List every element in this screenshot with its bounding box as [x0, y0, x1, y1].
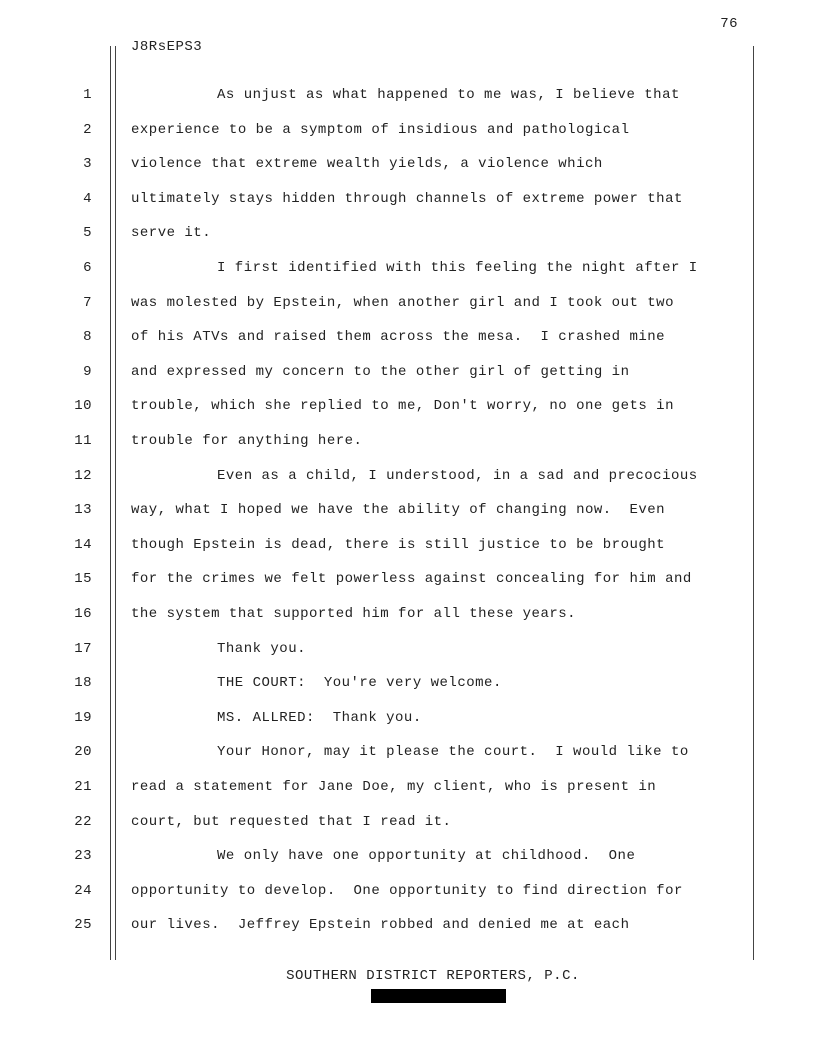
case-code: J8RsEPS3 — [131, 39, 203, 55]
line-text: ultimately stays hidden through channels of extreme power that — [131, 190, 683, 207]
line-text: our lives. Jeffrey Epstein robbed and denied me at each — [131, 917, 630, 934]
line-number: 9 — [83, 363, 92, 380]
redaction-bar — [371, 989, 506, 1003]
line-number: 22 — [74, 813, 92, 830]
transcript-line — [0, 812, 816, 832]
transcript-line — [0, 431, 816, 451]
transcript-line — [0, 189, 816, 209]
transcript-line — [0, 673, 816, 693]
line-text: for the crimes we felt powerless against concealing for him and — [131, 571, 692, 588]
transcript-line — [0, 777, 816, 797]
line-text: MS. ALLRED: Thank you. — [217, 709, 422, 726]
transcript-line — [0, 881, 816, 901]
transcript-line — [0, 85, 816, 105]
line-number: 7 — [83, 294, 92, 311]
line-text: THE COURT: You're very welcome. — [217, 675, 502, 692]
line-text: trouble for anything here. — [131, 433, 363, 449]
line-number: 18 — [74, 675, 92, 692]
transcript-line — [0, 327, 816, 347]
line-number: 8 — [83, 329, 92, 346]
transcript-line — [0, 223, 816, 243]
line-number: 3 — [83, 156, 92, 173]
transcript-line — [0, 466, 816, 486]
line-text: opportunity to develop. One opportunity to find direction for — [131, 882, 683, 899]
line-number: 16 — [74, 606, 92, 622]
page-number: 76 — [720, 16, 738, 32]
line-text: court, but requested that I read it. — [131, 813, 452, 830]
line-text: Thank you. — [217, 640, 307, 657]
line-number: 17 — [74, 640, 92, 657]
line-text: I first identified with this feeling the night after I — [217, 260, 698, 276]
line-number: 6 — [83, 260, 92, 276]
transcript-line — [0, 258, 816, 278]
line-number: 12 — [74, 467, 92, 484]
transcript-line — [0, 120, 816, 140]
line-number: 10 — [74, 398, 92, 415]
transcript-line — [0, 154, 816, 174]
line-number: 25 — [74, 917, 92, 934]
transcript-line — [0, 293, 816, 313]
line-text: As unjust as what happened to me was, I believe that — [217, 87, 680, 103]
line-text: and expressed my concern to the other girl of getting in — [131, 363, 630, 380]
line-number: 4 — [83, 190, 92, 207]
line-text: Your Honor, may it please the court. I would like to — [217, 744, 689, 761]
footer-reporter: SOUTHERN DISTRICT REPORTERS, P.C. — [286, 968, 580, 984]
line-text: violence that extreme wealth yields, a violence which — [131, 156, 603, 173]
line-text: read a statement for Jane Doe, my client, who is present in — [131, 779, 657, 795]
line-text: serve it. — [131, 225, 212, 242]
line-number: 15 — [74, 571, 92, 588]
transcript-line — [0, 639, 816, 659]
line-text: the system that supported him for all these years. — [131, 606, 577, 622]
line-number: 2 — [83, 121, 92, 138]
line-number: 21 — [74, 779, 92, 795]
line-text: experience to be a symptom of insidious and pathological — [131, 121, 630, 138]
transcript-line — [0, 915, 816, 935]
transcript-line — [0, 742, 816, 762]
line-text: trouble, which she replied to me, Don't worry, no one gets in — [131, 398, 674, 415]
transcript-line — [0, 846, 816, 866]
line-number: 1 — [83, 87, 92, 103]
line-text: though Epstein is dead, there is still justice to be brought — [131, 536, 666, 553]
line-text: way, what I hoped we have the ability of changing now. Even — [131, 502, 666, 519]
transcript-line — [0, 535, 816, 555]
transcript-line — [0, 708, 816, 728]
transcript-line — [0, 569, 816, 589]
line-number: 11 — [74, 433, 92, 449]
line-number: 23 — [74, 848, 92, 865]
line-number: 5 — [83, 225, 92, 242]
line-number: 20 — [74, 744, 92, 761]
transcript-line — [0, 500, 816, 520]
line-text: Even as a child, I understood, in a sad and precocious — [217, 467, 698, 484]
line-text: was molested by Epstein, when another girl and I took out two — [131, 294, 674, 311]
transcript-line — [0, 604, 816, 624]
line-number: 14 — [74, 536, 92, 553]
line-number: 19 — [74, 709, 92, 726]
line-number: 13 — [74, 502, 92, 519]
transcript-line — [0, 362, 816, 382]
transcript-line — [0, 396, 816, 416]
line-text: We only have one opportunity at childhood. One — [217, 848, 636, 865]
line-text: of his ATVs and raised them across the mesa. I crashed mine — [131, 329, 666, 346]
line-number: 24 — [74, 882, 92, 899]
